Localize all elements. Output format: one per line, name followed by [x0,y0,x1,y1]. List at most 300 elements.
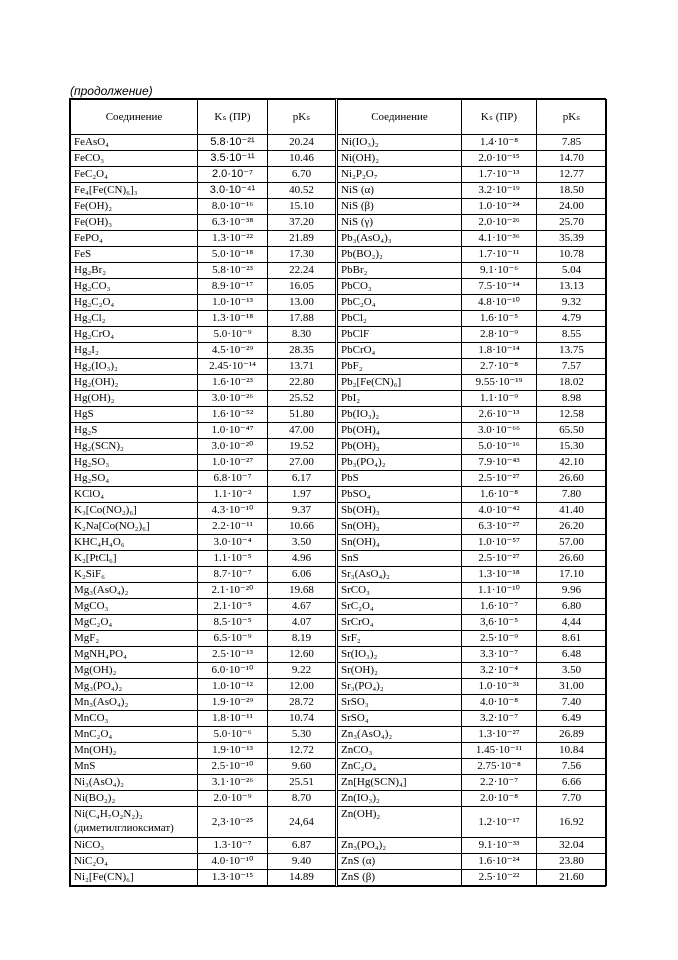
cell-pks-right: 4.79 [537,311,607,327]
cell-ks-right: 2.6·10⁻¹³ [462,407,537,423]
cell-pks-right: 6.80 [537,599,607,615]
cell-ks-right: 2.5·10⁻²⁷ [462,551,537,567]
cell-pks-right: 5.04 [537,263,607,279]
cell-pks-right: 57.00 [537,535,607,551]
cell-compound-right: PbBr₂ [337,263,462,279]
cell-pks-left: 51.80 [268,407,337,423]
cell-compound-left: Mg₃(PO₄)₂ [71,679,198,695]
cell-compound-right: SrC₂O₄ [337,599,462,615]
cell-ks-left: 1.0·10⁻¹² [198,679,268,695]
cell-ks-right: 3,6·10⁻⁵ [462,615,537,631]
cell-ks-left: 2.0·10⁻⁹ [198,791,268,807]
cell-ks-right: 3.2·10⁻⁴ [462,663,537,679]
cell-pks-left: 47.00 [268,423,337,439]
cell-ks-right: 1.1·10⁻⁹ [462,391,537,407]
table-row [71,535,607,551]
table-row [71,695,607,711]
cell-compound-left: Hg₂Cl₂ [71,311,198,327]
cell-pks-right: 12.77 [537,167,607,183]
cell-compound-right: Ni₂P₂O₇ [337,167,462,183]
cell-ks-left: 3.0·10⁻⁴¹ [198,183,268,199]
cell-ks-right: 2.2·10⁻⁷ [462,775,537,791]
table-row [71,183,607,199]
cell-compound-left: FeS [71,247,198,263]
table-row [71,167,607,183]
table-row [71,870,607,886]
table-row [71,295,607,311]
cell-pks-right: 7.70 [537,791,607,807]
cell-compound-right: Pb₃(PO₄)₂ [337,455,462,471]
cell-ks-left: 1.3·10⁻²² [198,231,268,247]
cell-ks-right: 1.7·10⁻¹³ [462,167,537,183]
cell-compound-left: Mn(OH)₂ [71,743,198,759]
cell-compound-left: Ni(BO₂)₂ [71,791,198,807]
cell-ks-right: 1.4·10⁻⁸ [462,135,537,151]
cell-ks-left: 1.1·10⁻⁵ [198,551,268,567]
header-pks-right: pKₛ [537,100,607,135]
cell-ks-left: 1.1·10⁻² [198,487,268,503]
cell-pks-left: 12.72 [268,743,337,759]
cell-ks-right: 7.9·10⁻⁴³ [462,455,537,471]
cell-compound-left: KClO₄ [71,487,198,503]
cell-ks-right: 1.0·10⁻²⁴ [462,199,537,215]
cell-pks-right: 7.56 [537,759,607,775]
cell-ks-left: 2.1·10⁻²⁰ [198,583,268,599]
table-row [71,247,607,263]
cell-compound-right: ZnS (β) [337,870,462,886]
cell-ks-left: 2.0·10⁻⁷ [198,167,268,183]
cell-ks-right: 1.7·10⁻¹¹ [462,247,537,263]
cell-ks-right: 1.1·10⁻¹⁰ [462,583,537,599]
cell-pks-left: 17.30 [268,247,337,263]
cell-compound-left: Hg(OH)₂ [71,391,198,407]
cell-ks-left: 1.6·10⁻⁵² [198,407,268,423]
cell-pks-right: 3.50 [537,663,607,679]
cell-ks-left: 1.9·10⁻¹³ [198,743,268,759]
cell-compound-right: Zn₃(PO₄)₂ [337,838,462,854]
cell-pks-left: 17.88 [268,311,337,327]
cell-pks-right: 4,44 [537,615,607,631]
table-row [71,279,607,295]
cell-compound-right: ZnS (α) [337,854,462,870]
header-row [71,100,607,135]
cell-compound-left: Hg₂S [71,423,198,439]
table-row [71,519,607,535]
cell-ks-left: 3.1·10⁻²⁶ [198,775,268,791]
cell-compound-right: Sn(OH)₂ [337,519,462,535]
cell-ks-left: 5.8·10⁻²¹ [198,135,268,151]
cell-pks-left: 10.46 [268,151,337,167]
table-row [71,567,607,583]
cell-ks-right: 3.2·10⁻⁷ [462,711,537,727]
cell-pks-left: 19.52 [268,439,337,455]
cell-pks-left: 6.17 [268,471,337,487]
table-row [71,615,607,631]
cell-ks-right: 2.0·10⁻²⁶ [462,215,537,231]
cell-ks-left: 1.3·10⁻¹⁸ [198,311,268,327]
cell-compound-right: Pb(OH)₄ [337,423,462,439]
cell-pks-right: 35.39 [537,231,607,247]
cell-pks-left: 22.24 [268,263,337,279]
cell-compound-left: MnCO₃ [71,711,198,727]
table-row [71,263,607,279]
cell-ks-left: 2,3·10⁻²⁵ [198,807,268,838]
cell-compound-right: SnS [337,551,462,567]
table-row [71,647,607,663]
cell-ks-right: 2.5·10⁻²⁷ [462,471,537,487]
cell-compound-right: Zn₃(AsO₄)₂ [337,727,462,743]
table-row [71,327,607,343]
cell-compound-left: Fe(OH)₃ [71,215,198,231]
cell-pks-right: 6.48 [537,647,607,663]
table-row [71,807,607,838]
cell-compound-right: SrCO₃ [337,583,462,599]
cell-ks-right: 3.3·10⁻⁷ [462,647,537,663]
cell-pks-left: 4.96 [268,551,337,567]
cell-pks-left: 12.00 [268,679,337,695]
cell-pks-right: 25.70 [537,215,607,231]
cell-pks-left: 9.22 [268,663,337,679]
cell-compound-left: Ni(C₄H₇O₂N₂)₂ (диметилглиоксимат) [71,807,198,838]
cell-compound-right: SrF₂ [337,631,462,647]
cell-pks-right: 26.60 [537,551,607,567]
cell-ks-right: 1.6·10⁻²⁴ [462,854,537,870]
cell-ks-left: 1.3·10⁻⁷ [198,838,268,854]
cell-ks-right: 9.1·10⁻⁶ [462,263,537,279]
cell-ks-right: 4.0·10⁻⁸ [462,695,537,711]
cell-compound-right: Zn(IO₃)₂ [337,791,462,807]
cell-ks-left: 3.0·10⁻⁴ [198,535,268,551]
cell-compound-right: PbSO₄ [337,487,462,503]
cell-compound-left: NiCO₃ [71,838,198,854]
cell-compound-left: FeC₂O₄ [71,167,198,183]
cell-compound-right: Pb(BO₂)₂ [337,247,462,263]
cell-pks-right: 12.58 [537,407,607,423]
cell-ks-right: 7.5·10⁻¹⁴ [462,279,537,295]
cell-compound-right: PbCl₂ [337,311,462,327]
cell-compound-right: Zn(OH)₂ [337,807,462,838]
cell-ks-right: 1.6·10⁻⁷ [462,599,537,615]
cell-compound-right: Sb(OH)₃ [337,503,462,519]
table-row [71,455,607,471]
table-row [71,503,607,519]
cell-pks-left: 9.40 [268,854,337,870]
cell-pks-right: 7.80 [537,487,607,503]
cell-compound-left: MgF₂ [71,631,198,647]
table-row [71,854,607,870]
table-row [71,775,607,791]
cell-compound-left: FeCO₃ [71,151,198,167]
table-row [71,199,607,215]
cell-compound-left: KHC₄H₄O₆ [71,535,198,551]
cell-ks-left: 8.7·10⁻⁷ [198,567,268,583]
cell-compound-right: NiS (γ) [337,215,462,231]
cell-ks-left: 1.3·10⁻¹⁵ [198,870,268,886]
cell-compound-right: PbI₂ [337,391,462,407]
cell-compound-left: MgC₂O₄ [71,615,198,631]
cell-pks-left: 9.37 [268,503,337,519]
cell-ks-right: 2.5·10⁻²² [462,870,537,886]
header-ks-left: Kₛ (ПР) [198,100,268,135]
cell-pks-right: 18.50 [537,183,607,199]
cell-ks-right: 1.8·10⁻¹⁴ [462,343,537,359]
cell-pks-left: 24,64 [268,807,337,838]
cell-pks-left: 8.19 [268,631,337,647]
cell-compound-right: NiS (α) [337,183,462,199]
cell-pks-right: 13.13 [537,279,607,295]
cell-ks-right: 2.8·10⁻⁹ [462,327,537,343]
cell-pks-right: 10.84 [537,743,607,759]
cell-pks-left: 20.24 [268,135,337,151]
cell-pks-left: 10.74 [268,711,337,727]
cell-ks-left: 2.2·10⁻¹¹ [198,519,268,535]
cell-compound-left: Ni₂[Fe(CN)₆] [71,870,198,886]
table-row [71,471,607,487]
cell-ks-right: 3.2·10⁻¹⁹ [462,183,537,199]
cell-pks-left: 8.70 [268,791,337,807]
cell-pks-right: 31.00 [537,679,607,695]
table-row [71,375,607,391]
cell-pks-right: 8.55 [537,327,607,343]
cell-ks-left: 2.1·10⁻⁵ [198,599,268,615]
cell-pks-left: 25.51 [268,775,337,791]
cell-pks-right: 18.02 [537,375,607,391]
cell-compound-left: Hg₂I₂ [71,343,198,359]
table-row [71,759,607,775]
cell-compound-right: Sr₃(PO₄)₂ [337,679,462,695]
cell-pks-left: 13.71 [268,359,337,375]
cell-ks-left: 3.5·10⁻¹¹ [198,151,268,167]
table-row [71,711,607,727]
cell-compound-left: MgCO₃ [71,599,198,615]
cell-compound-right: Sr(IO₃)₂ [337,647,462,663]
cell-pks-left: 37.20 [268,215,337,231]
cell-compound-right: Sr₃(AsO₄)₂ [337,567,462,583]
table-row [71,487,607,503]
cell-compound-right: PbCrO₄ [337,343,462,359]
cell-pks-left: 6.87 [268,838,337,854]
cell-pks-right: 16.92 [537,807,607,838]
cell-compound-right: Pb(IO₃)₂ [337,407,462,423]
cell-ks-right: 4.8·10⁻¹⁰ [462,295,537,311]
cell-pks-right: 7.57 [537,359,607,375]
cell-ks-left: 1.0·10⁻¹³ [198,295,268,311]
cell-pks-right: 26.89 [537,727,607,743]
cell-ks-right: 4.0·10⁻⁴² [462,503,537,519]
cell-ks-right: 1.3·10⁻¹⁸ [462,567,537,583]
cell-compound-right: SrCrO₄ [337,615,462,631]
cell-ks-left: 1.6·10⁻²³ [198,375,268,391]
cell-compound-left: Hg₂(SCN)₂ [71,439,198,455]
table-body [71,135,607,886]
cell-pks-left: 21.89 [268,231,337,247]
cell-pks-left: 12.60 [268,647,337,663]
table-row [71,791,607,807]
cell-ks-left: 6.0·10⁻¹⁰ [198,663,268,679]
cell-pks-right: 24.00 [537,199,607,215]
header-pks-left: pKₛ [268,100,337,135]
cell-pks-right: 42.10 [537,455,607,471]
cell-ks-left: 1.9·10⁻²⁹ [198,695,268,711]
cell-ks-right: 1.6·10⁻⁸ [462,487,537,503]
cell-pks-right: 6.49 [537,711,607,727]
table-row [71,439,607,455]
cell-ks-left: 1.0·10⁻⁴⁷ [198,423,268,439]
cell-ks-left: 1.8·10⁻¹¹ [198,711,268,727]
cell-compound-right: Ni(IO₃)₂ [337,135,462,151]
cell-compound-right: PbS [337,471,462,487]
cell-compound-left: Hg₂(IO₃)₂ [71,359,198,375]
cell-pks-left: 13.00 [268,295,337,311]
cell-compound-right: ZnCO₃ [337,743,462,759]
table-row [71,423,607,439]
cell-compound-right: PbF₂ [337,359,462,375]
cell-ks-right: 2.5·10⁻⁹ [462,631,537,647]
cell-pks-left: 5.30 [268,727,337,743]
cell-compound-right: Pb₃(AsO₄)₃ [337,231,462,247]
cell-pks-right: 26.60 [537,471,607,487]
header-compound-right: Соединение [337,100,462,135]
cell-ks-right: 6.3·10⁻²⁷ [462,519,537,535]
cell-pks-left: 3.50 [268,535,337,551]
cell-compound-left: MnS [71,759,198,775]
cell-ks-left: 8.9·10⁻¹⁷ [198,279,268,295]
cell-ks-right: 1.0·10⁻³¹ [462,679,537,695]
cell-pks-right: 9.32 [537,295,607,311]
cell-pks-right: 8.98 [537,391,607,407]
cell-pks-right: 32.04 [537,838,607,854]
cell-pks-left: 4.67 [268,599,337,615]
cell-ks-right: 2.75·10⁻⁸ [462,759,537,775]
cell-ks-right: 4.1·10⁻³⁶ [462,231,537,247]
cell-ks-left: 5.0·10⁻⁹ [198,327,268,343]
cell-pks-left: 19.68 [268,583,337,599]
cell-ks-right: 2.0·10⁻¹⁵ [462,151,537,167]
cell-compound-right: PbC₂O₄ [337,295,462,311]
cell-ks-left: 8.5·10⁻⁵ [198,615,268,631]
cell-compound-left: Hg₂CO₃ [71,279,198,295]
cell-pks-right: 41.40 [537,503,607,519]
table-row [71,631,607,647]
table-row [71,727,607,743]
solubility-product-table [70,99,607,886]
cell-compound-left: MgNH₄PO₄ [71,647,198,663]
table-row [71,343,607,359]
cell-ks-right: 1.45·10⁻¹¹ [462,743,537,759]
cell-ks-left: 2.45·10⁻¹⁴ [198,359,268,375]
cell-pks-left: 40.52 [268,183,337,199]
table-row [71,663,607,679]
cell-compound-left: K₂[PtCl₆] [71,551,198,567]
cell-ks-right: 1.0·10⁻⁵⁷ [462,535,537,551]
cell-ks-right: 1.3·10⁻²⁷ [462,727,537,743]
cell-compound-left: NiC₂O₄ [71,854,198,870]
cell-compound-left: Hg₂Br₂ [71,263,198,279]
cell-pks-right: 7.40 [537,695,607,711]
table-row [71,838,607,854]
cell-pks-right: 10.78 [537,247,607,263]
cell-pks-left: 16.05 [268,279,337,295]
cell-compound-left: Mg₃(AsO₄)₂ [71,583,198,599]
cell-pks-right: 8.61 [537,631,607,647]
cell-compound-right: Zn[Hg(SCN)₄] [337,775,462,791]
cell-pks-left: 6.70 [268,167,337,183]
cell-pks-left: 1.97 [268,487,337,503]
cell-compound-left: Hg₂SO₄ [71,471,198,487]
cell-pks-left: 14.89 [268,870,337,886]
cell-pks-left: 6.06 [268,567,337,583]
cell-compound-left: FePO₄ [71,231,198,247]
cell-ks-right: 5.0·10⁻¹⁶ [462,439,537,455]
table-row [71,135,607,151]
cell-ks-right: 1.6·10⁻⁵ [462,311,537,327]
cell-pks-right: 65.50 [537,423,607,439]
cell-compound-left: Hg₂SO₃ [71,455,198,471]
cell-pks-right: 13.75 [537,343,607,359]
table-row [71,311,607,327]
table-row [71,743,607,759]
cell-ks-right: 3.0·10⁻⁶⁶ [462,423,537,439]
cell-pks-left: 25.52 [268,391,337,407]
cell-ks-right: 2.0·10⁻⁸ [462,791,537,807]
table-row [71,407,607,423]
cell-pks-right: 7.85 [537,135,607,151]
cell-ks-left: 2.5·10⁻¹³ [198,647,268,663]
cell-compound-left: Mg(OH)₂ [71,663,198,679]
cell-compound-left: K₂SiF₆ [71,567,198,583]
solubility-table-container [69,98,606,887]
cell-compound-right: Sr(OH)₂ [337,663,462,679]
cell-ks-left: 5.0·10⁻¹⁸ [198,247,268,263]
cell-ks-left: 3.0·10⁻²⁶ [198,391,268,407]
cell-compound-right: Pb₂[Fe(CN)₆] [337,375,462,391]
cell-ks-left: 4.5·10⁻²⁹ [198,343,268,359]
cell-ks-left: 5.0·10⁻⁶ [198,727,268,743]
cell-compound-left: Mn₃(AsO₄)₂ [71,695,198,711]
cell-pks-left: 15.10 [268,199,337,215]
cell-ks-left: 4.0·10⁻¹⁰ [198,854,268,870]
cell-ks-right: 1.2·10⁻¹⁷ [462,807,537,838]
table-row [71,679,607,695]
cell-compound-left: K₃[Co(NO₂)₆] [71,503,198,519]
cell-pks-left: 27.00 [268,455,337,471]
cell-compound-left: MnC₂O₄ [71,727,198,743]
cell-compound-right: SrSO₃ [337,695,462,711]
table-row [71,599,607,615]
cell-ks-left: 1.0·10⁻²⁷ [198,455,268,471]
table-row [71,583,607,599]
cell-compound-left: Fe₄[Fe(CN)₆]₃ [71,183,198,199]
cell-compound-left: K₂Na[Co(NO₂)₆] [71,519,198,535]
cell-pks-left: 10.66 [268,519,337,535]
cell-pks-left: 22.80 [268,375,337,391]
cell-pks-right: 15.30 [537,439,607,455]
table-caption: (продолжение) [70,84,153,98]
cell-ks-right: 9.55·10⁻¹⁹ [462,375,537,391]
cell-pks-right: 17.10 [537,567,607,583]
table-row [71,231,607,247]
cell-compound-left: FeAsO₄ [71,135,198,151]
cell-pks-right: 26.20 [537,519,607,535]
cell-compound-left: Hg₂(OH)₂ [71,375,198,391]
cell-compound-left: Fe(OH)₂ [71,199,198,215]
cell-pks-right: 6.66 [537,775,607,791]
cell-pks-left: 28.72 [268,695,337,711]
cell-ks-left: 4.3·10⁻¹⁰ [198,503,268,519]
cell-compound-right: Sn(OH)₄ [337,535,462,551]
cell-pks-right: 21.60 [537,870,607,886]
cell-pks-right: 9.96 [537,583,607,599]
